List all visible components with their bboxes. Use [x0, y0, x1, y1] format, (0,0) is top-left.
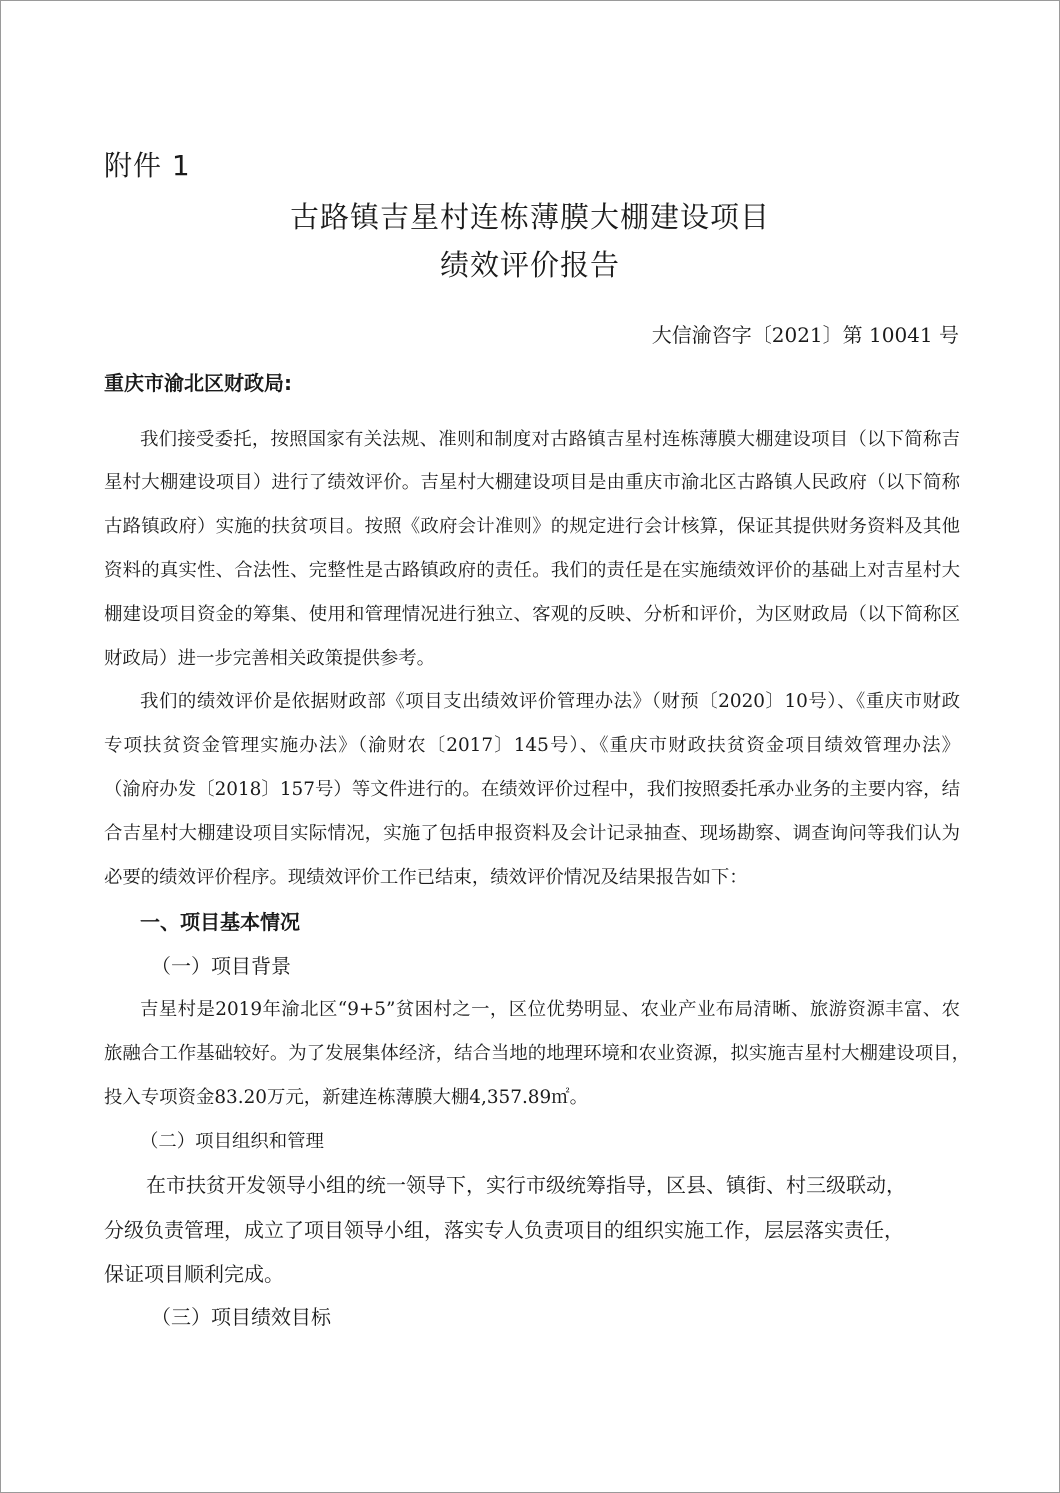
para4-line: 在市扶贫开发领导小组的统一领导下，实行市级统筹指导，区县、镇街、村三级联动， — [146, 1173, 906, 1197]
subsection-heading-1: （一）项目背景 — [151, 954, 291, 978]
section-heading-1: 一、项目基本情况 — [140, 910, 300, 934]
para3-line: 吉星村是2019年渝北区“9+5”贫困村之一，区位优势明显、农业产业布局清晰、旅游资源丰富、农 — [140, 999, 960, 1020]
para2-line: 我们的绩效评价是依据财政部《项目支出绩效评价管理办法》（财预〔2020〕10号）、《重庆市财政 — [140, 691, 960, 712]
document-number: 大信渝咨字〔2021〕第 10041 号 — [651, 323, 959, 347]
para2-line: 合吉星村大棚建设项目实际情况，实施了包括申报资料及会计记录抽查、现场勘察、调查询问等我们认为 — [104, 823, 960, 844]
para2-line: 专项扶贫资金管理实施办法》（渝财农〔2017〕145号）、《重庆市财政扶贫资金项目绩效管理办法》 — [104, 735, 960, 756]
para1-line: 我们接受委托，按照国家有关法规、准则和制度对古路镇吉星村连栋薄膜大棚建设项目（以下简称吉 — [140, 429, 960, 450]
report-title-line-2: 绩效评价报告 — [439, 248, 620, 282]
subsection-heading-3: （三）项目绩效目标 — [151, 1305, 331, 1329]
para1-line: 星村大棚建设项目）进行了绩效评价。吉星村大棚建设项目是由重庆市渝北区古路镇人民政府（以下简称 — [104, 472, 960, 493]
para1-line: 古路镇政府）实施的扶贫项目。按照《政府会计准则》的规定进行会计核算，保证其提供财务资料及其他 — [104, 516, 960, 537]
para2-line: 必要的绩效评价程序。现绩效评价工作已结束，绩效评价情况及结果报告如下： — [104, 867, 748, 888]
attachment-label: 附件 1 — [104, 149, 191, 182]
para1-line: 财政局）进一步完善相关政策提供参考。 — [104, 648, 436, 669]
para2-line: （渝府办发〔2018〕157号）等文件进行的。在绩效评价过程中，我们按照委托承办业务的主要内容，结 — [104, 779, 960, 800]
para3-line: 旅融合工作基础较好。为了发展集体经济，结合当地的地理环境和农业资源，拟实施吉星村大棚建设项目， — [104, 1043, 970, 1064]
subsection-heading-2: （二）项目组织和管理 — [140, 1131, 324, 1152]
para3-line: 投入专项资金83.20万元，新建连栋薄膜大棚4,357.89㎡。 — [104, 1087, 588, 1108]
report-title-line-1: 古路镇吉星村连栋薄膜大棚建设项目 — [289, 200, 770, 234]
addressee: 重庆市渝北区财政局: — [104, 371, 292, 395]
para4-line: 保证项目顺利完成。 — [104, 1262, 284, 1286]
para1-line: 资料的真实性、合法性、完整性是古路镇政府的责任。我们的责任是在实施绩效评价的基础上对吉星村大 — [104, 560, 960, 581]
para4-line: 分级负责管理，成立了项目领导小组，落实专人负责项目的组织实施工作，层层落实责任， — [104, 1218, 904, 1242]
para1-line: 棚建设项目资金的筹集、使用和管理情况进行独立、客观的反映、分析和评价，为区财政局（以下简称区 — [104, 604, 960, 625]
